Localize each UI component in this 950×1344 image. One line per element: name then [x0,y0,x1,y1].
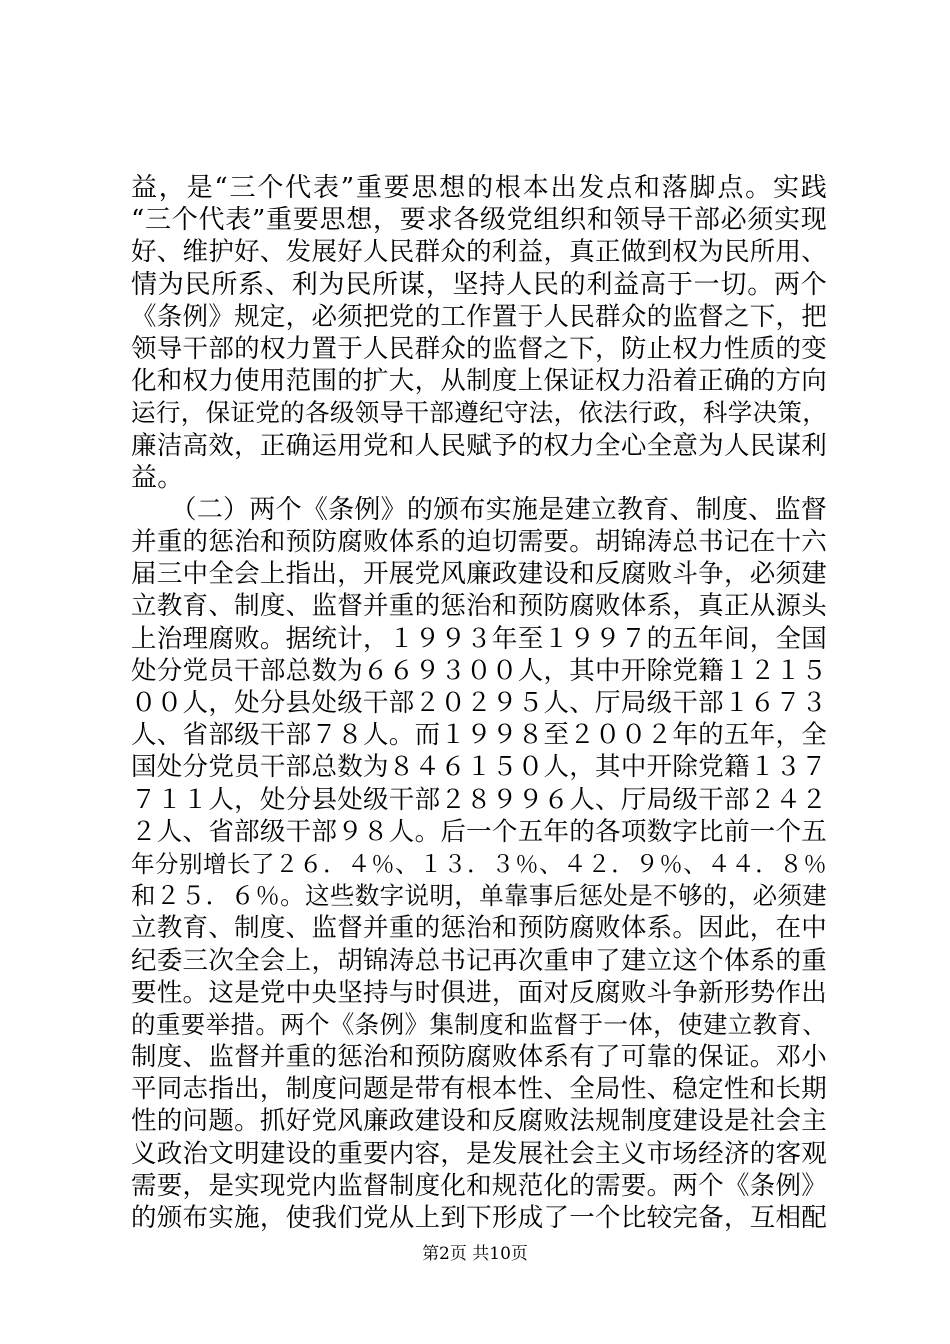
text-line: 运行，保证党的各级领导干部遵纪守法，依法行政，科学决策， [131,398,827,428]
text-line: “三个代表”重要思想，要求各级党组织和领导干部必须实现 [131,205,827,236]
text-line: 性的问题。抓好党风廉政建设和反腐败法规制度建设是社会主 [131,1106,827,1137]
text-line: 立教育、制度、监督并重的惩治和预防腐败体系。因此，在中 [131,913,827,944]
text-line: 平同志指出，制度问题是带有根本性、全局性、稳定性和长期 [131,1074,827,1105]
text-line: 上治理腐败。据统计，１９９３年至１９９７的五年间，全国 [131,623,827,654]
text-line: 的重要举措。两个《条例》集制度和监督于一体，使建立教育、 [131,1009,827,1039]
text-line: 和２５．６％。这些数字说明，单靠事后惩处是不够的，必须建 [131,881,827,911]
page-number-footer: 第2页 共10页 [422,1244,528,1264]
text-line: 需要，是实现党内监督制度化和规范化的需要。两个《条例》 [131,1170,827,1201]
text-line: 化和权力使用范围的扩大，从制度上保证权力沿着正确的方向 [131,366,827,397]
text-line: 国处分党员干部总数为８４６１５０人，其中开除党籍１３７ [131,752,827,783]
text-line: 的颁布实施，使我们党从上到下形成了一个比较完备，互相配 [131,1203,827,1233]
text-line: 年分别增长了２６．４％、１３．３％、４２．９％、４４．８％ [131,849,827,878]
text-line: 纪委三次全会上，胡锦涛总书记再次重申了建立这个体系的重 [131,945,827,976]
text-line: （二）两个《条例》的颁布实施是建立教育、制度、监督 [131,494,827,525]
text-line: 义政治文明建设的重要内容，是发展社会主义市场经济的客观 [131,1138,827,1169]
text-line: 制度、监督并重的惩治和预防腐败体系有了可靠的保证。邓小 [131,1042,827,1073]
text-line: 领导干部的权力置于人民群众的监督之下，防止权力性质的变 [131,333,827,364]
text-line: 处分党员干部总数为６６９３００人，其中开除党籍１２１５ [131,655,827,686]
text-line: 届三中全会上指出，开展党风廉政建设和反腐败斗争，必须建 [131,559,827,590]
text-line: 立教育、制度、监督并重的惩治和预防腐败体系，真正从源头 [131,591,827,622]
text-line: 好、维护好、发展好人民群众的利益，真正做到权为民所用、 [131,237,827,268]
text-line: 并重的惩治和预防腐败体系的迫切需要。胡锦涛总书记在十六 [131,527,827,558]
text-line: ２人、省部级干部９８人。后一个五年的各项数字比前一个五 [131,816,827,847]
text-line: 廉洁高效，正确运用党和人民赋予的权力全心全意为人民谋利 [131,430,827,461]
text-line: ００人，处分县处级干部２０２９５人、厅局级干部１６７３ [131,688,827,718]
text-line: 情为民所系、利为民所谋，坚持人民的利益高于一切。两个 [131,269,827,300]
text-line: 人、省部级干部７８人。而１９９８至２００２年的五年，全 [131,720,827,751]
text-line: 《条例》规定，必须把党的工作置于人民群众的监督之下，把 [131,301,827,332]
body-text [131,172,827,1234]
text-line: 要性。这是党中央坚持与时俱进，面对反腐败斗争新形势作出 [131,977,827,1008]
text-line: ７１１人，处分县处级干部２８９９６人、厅局级干部２４２ [131,784,827,815]
text-line: 益，是“三个代表”重要思想的根本出发点和落脚点。实践 [131,173,827,203]
text-line: 益。 [131,462,184,493]
